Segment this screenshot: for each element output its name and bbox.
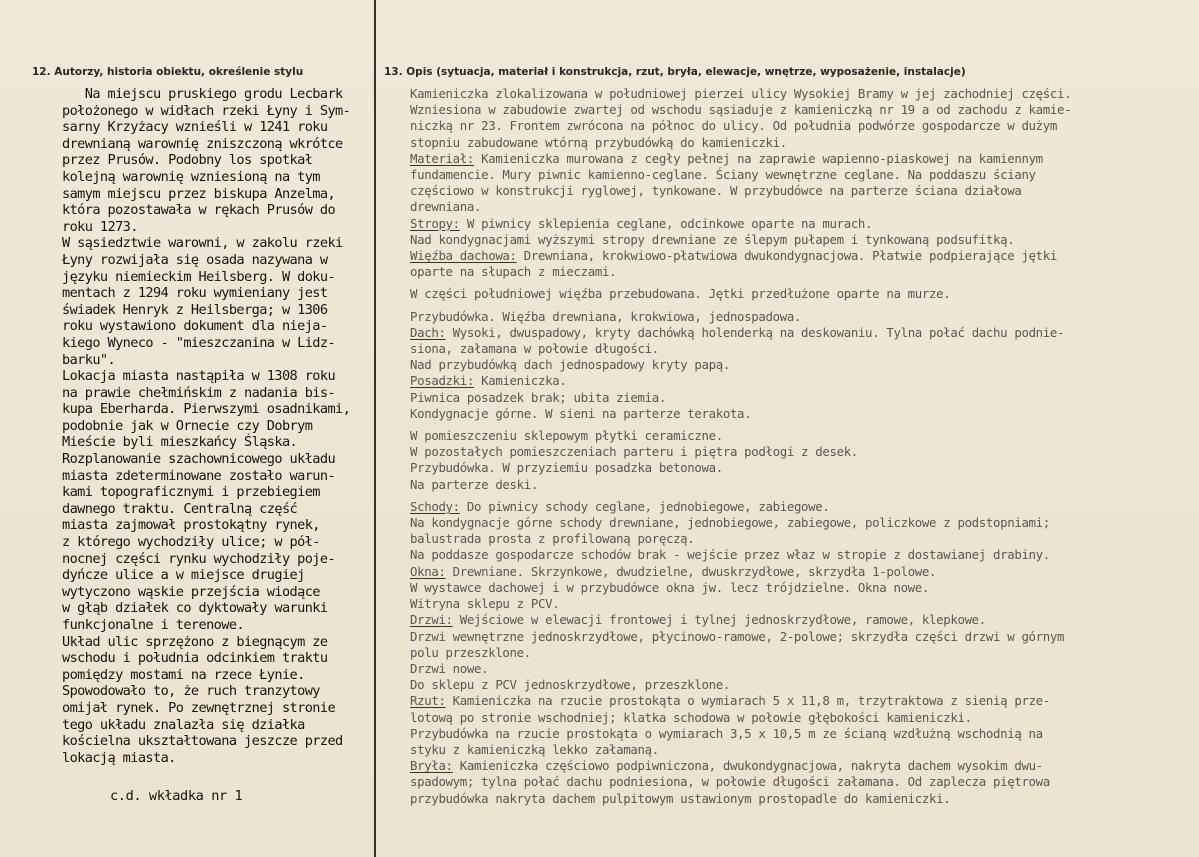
column-divider bbox=[374, 0, 376, 857]
history-line: Rozplanowanie szachownicowego układu bbox=[62, 451, 336, 468]
history-line: mentach z 1294 roku wymieniany jest bbox=[62, 285, 328, 302]
history-line: świadek Henryk z Heilsberga; w 1306 bbox=[62, 301, 328, 318]
description-line: spadowym; tylna połać dachu podniesiona, w połowie długości załamana. Od zaplecza piętrowa bbox=[410, 774, 1050, 790]
history-line: w głąb działek co dyktowały warunki bbox=[62, 600, 328, 617]
history-line: omijał rynek. Po zewnętrznej stronie bbox=[62, 699, 336, 716]
description-line: Dach: Wysoki, dwuspadowy, kryty dachówką holenderką na deskowaniu. Tylna połać dachu podnie- bbox=[410, 324, 1065, 340]
subsection-heading: Stropy: bbox=[410, 215, 460, 231]
description-line: siona, załamana w połowie długości. bbox=[410, 341, 659, 357]
subsection-heading: Posadzki: bbox=[410, 373, 474, 389]
description-line: częściowo w konstrukcji ryglowej, tynkowane. W przybudówce na parterze ściana działowa bbox=[410, 183, 1022, 199]
description-line: fundamencie. Mury piwnic kamienno-ceglane. Ściany wewnętrzne ceglane. Na poddaszu ściany bbox=[410, 167, 1036, 183]
history-line: Na miejscu pruskiego grodu Lecbark bbox=[62, 86, 343, 102]
history-line: kami topograficznymi i przebiegiem bbox=[62, 484, 320, 501]
history-line: przez Prusów. Podobny los spotkał bbox=[62, 152, 313, 169]
history-line: dawnego traktu. Centralną część bbox=[62, 500, 298, 517]
history-line: roku 1273. bbox=[62, 218, 138, 235]
description-line: Na poddasze gospodarcze schodów brak - wejście przez właz w stropie z dostawianej drabiny. bbox=[410, 547, 1050, 563]
description-line: niczką nr 23. Frontem zwrócona na północ do ulicy. Od południa podwórze gospodarcze w dużym bbox=[410, 118, 1057, 134]
description-line: Kondygnacje górne. W sieni na parterze terakota. bbox=[410, 405, 752, 421]
subsection-heading: Materiał: bbox=[410, 150, 474, 166]
description-line: W wystawce dachowej i w przybudówce okna jw. lecz trójdzielne. Okna nowe. bbox=[410, 579, 930, 595]
subsection-heading: Drzwi: bbox=[410, 612, 453, 628]
description-line: polu przeszklone. bbox=[410, 644, 531, 660]
description-line: oparte na słupach z mieczami. bbox=[410, 264, 617, 280]
history-line: barku". bbox=[62, 351, 116, 368]
description-line: Przybudówka. W przyziemiu posadzka betonowa. bbox=[410, 460, 723, 476]
description-line: Wzniesiona w zabudowie zwartej od wschodu sąsiaduje z kamieniczką nr 19 a od zachodu z kamie- bbox=[410, 102, 1072, 118]
history-line: kościelna ukształtowana jeszcze przed bbox=[62, 733, 343, 750]
continuation-note: c.d. wkładka nr 1 bbox=[110, 788, 243, 804]
history-line: dyńcze ulice a w miejsce drugiej bbox=[62, 567, 305, 584]
description-line: Nad przybudówką dach jednospadowy kryty papą. bbox=[410, 357, 730, 373]
history-line: Mieście byli mieszkańcy Śląska. bbox=[62, 434, 298, 451]
description-text bbox=[410, 86, 1180, 807]
description-line: drewniana. bbox=[410, 199, 482, 215]
subsection-heading: Schody: bbox=[410, 498, 460, 514]
history-line: języku niemieckim Heilsberg. W doku- bbox=[62, 268, 336, 285]
history-line: podobnie jak w Ornecie czy Dobrym bbox=[62, 417, 313, 434]
subsection-heading: Dach: bbox=[410, 324, 446, 340]
history-line: W sąsiedztwie warowni, w zakolu rzeki bbox=[62, 235, 343, 252]
description-line: Drzwi: Wejściowe w elewacji frontowej i tylnej jednoskrzydłowe, ramowe, klepkowe. bbox=[410, 612, 986, 628]
history-line: z którego wychodziły ulice; w pół- bbox=[62, 534, 320, 551]
history-line: wschodu i południa odcinkiem traktu bbox=[62, 650, 328, 667]
description-line: Nad kondygnacjami wyższymi stropy drewniane ze ślepym pułapem i tynkowaną podsufitką. bbox=[410, 231, 1015, 247]
history-line: sarny Krzyżacy wznieśli w 1241 roku bbox=[62, 119, 328, 136]
history-line: roku wystawiono dokument dla nieja- bbox=[62, 318, 328, 335]
history-line: kiego Wyneco - "mieszczanina w Lidz- bbox=[62, 334, 336, 351]
description-line: stopniu zabudowane wtórną przybudówką do kamieniczki. bbox=[410, 134, 787, 150]
description-line: przybudówka nakryta dachem pulpitowym ustawionym prostopadle do kamieniczki. bbox=[410, 790, 951, 806]
description-line: lotową po stronie wschodniej; klatka schodowa w połowie głębokości kamieniczki. bbox=[410, 709, 972, 725]
history-line: na prawie chełmińskim z nadania bis- bbox=[62, 384, 336, 401]
history-text bbox=[62, 86, 362, 766]
description-line: styku z kamieniczką lekko załamaną. bbox=[410, 741, 659, 757]
history-line: miasta zdeterminowane zostało warun- bbox=[62, 467, 336, 484]
description-line: Na parterze deski. bbox=[410, 476, 538, 492]
history-line: kupa Eberharda. Pierwszymi osadnikami, bbox=[62, 401, 351, 418]
history-line: Układ ulic sprzężono z biegnącym ze bbox=[62, 633, 328, 650]
description-line: Drzwi wewnętrzne jednoskrzydłowe, płycinowo-ramowe, 2-polowe; skrzydła części drzwi w górnym bbox=[410, 628, 1065, 644]
history-line: pomiędzy mostami na rzece Łynie. bbox=[62, 666, 305, 683]
history-line: nocnej części rynku wychodziły poje- bbox=[62, 550, 336, 567]
description-line: Materiał: Kamieniczka murowana z cegły pełnej na zaprawie wapienno-piaskowej na kamiennym bbox=[410, 150, 1043, 166]
description-line: Na kondygnacje górne schody drewniane, jednobiegowe, zabiegowe, policzkowe z podstopniami; bbox=[410, 515, 1050, 531]
description-line: Więźba dachowa: Drewniana, krokwiowo-płatwiowa dwukondygnacjowa. Płatwie podpierające jętki bbox=[410, 248, 1058, 264]
history-line: tego układu znalazła się działka bbox=[62, 716, 305, 733]
description-line: Witryna sklepu z PCV. bbox=[410, 596, 560, 612]
subsection-heading: Bryła: bbox=[410, 758, 453, 774]
subsection-heading: Rzut: bbox=[410, 693, 446, 709]
history-line: położonego w widłach rzeki Łyny i Sym- bbox=[62, 102, 351, 119]
description-line: W pozostałych pomieszczeniach parteru i piętra podłogi z desek. bbox=[410, 444, 858, 460]
history-line: która pozostawała w rękach Prusów do bbox=[62, 202, 336, 219]
section-12-title: 12. Autorzy, historia obiektu, określenie stylu bbox=[32, 66, 304, 78]
description-line: Przybudówka na rzucie prostokąta o wymiarach 3,5 x 10,5 m ze ścianą wzdłużną wschodnią na bbox=[410, 725, 1043, 741]
history-line: kolejną warownię wzniesioną na tym bbox=[62, 168, 320, 185]
subsection-heading: Okna: bbox=[410, 563, 446, 579]
description-line: W pomieszczeniu sklepowym płytki ceramiczne. bbox=[410, 428, 723, 444]
description-line: Drzwi nowe. bbox=[410, 660, 489, 676]
section-13-title: 13. Opis (sytuacja, materiał i konstrukcja, rzut, bryła, elewacje, wnętrze, wyposażenie, instalacje) bbox=[384, 66, 966, 78]
description-line: Przybudówka. Więźba drewniana, krokwiowa, jednospadowa. bbox=[410, 308, 802, 324]
history-line: Lokacja miasta nastąpiła w 1308 roku bbox=[62, 368, 336, 385]
description-line: Okna: Drewniane. Skrzynkowe, dwudzielne, dwuskrzydłowe, skrzydła 1-polowe. bbox=[410, 563, 937, 579]
subsection-heading: Więźba dachowa: bbox=[410, 248, 517, 264]
description-line: balustrada prosta z profilowaną poręczą. bbox=[410, 531, 695, 547]
history-line: Spowodowało to, że ruch tranzytowy bbox=[62, 683, 320, 700]
description-line: Rzut: Kamieniczka na rzucie prostokąta o wymiarach 5 x 11,8 m, trzytraktowa z sienią prze- bbox=[410, 693, 1050, 709]
description-line: Piwnica posadzek brak; ubita ziemia. bbox=[410, 389, 666, 405]
description-line: Bryła: Kamieniczka częściowo podpiwniczona, dwukondygnacjowa, nakryta dachem wysokim dwu- bbox=[410, 758, 1043, 774]
history-line: lokacją miasta. bbox=[62, 749, 176, 766]
history-line: miasta zajmował prostokątny rynek, bbox=[62, 517, 320, 534]
history-line: wytyczono wąskie przejścia wiodące bbox=[62, 583, 320, 600]
history-line: drewnianą warownię zniszczoną wkrótce bbox=[62, 135, 343, 152]
history-line: funkcjonalne i terenowe. bbox=[62, 617, 245, 633]
description-line: Kamieniczka zlokalizowana w południowej pierzei ulicy Wysokiej Bramy w jej zachodniej części. bbox=[410, 86, 1072, 101]
description-line: Stropy: W piwnicy sklepienia ceglane, odcinkowe oparte na murach. bbox=[410, 215, 873, 231]
description-line: Posadzki: Kamieniczka. bbox=[410, 373, 567, 389]
description-line: W części południowej więźba przebudowana. Jętki przedłużone oparte na murze. bbox=[410, 286, 951, 302]
description-line: Schody: Do piwnicy schody ceglane, jednobiegowe, zabiegowe. bbox=[410, 498, 830, 514]
description-line: Do sklepu z PCV jednoskrzydłowe, przeszklone. bbox=[410, 677, 730, 693]
history-line: samym miejscu przez biskupa Anzelma, bbox=[62, 185, 336, 202]
history-line: Łyny rozwijała się osada nazywana w bbox=[62, 251, 328, 268]
